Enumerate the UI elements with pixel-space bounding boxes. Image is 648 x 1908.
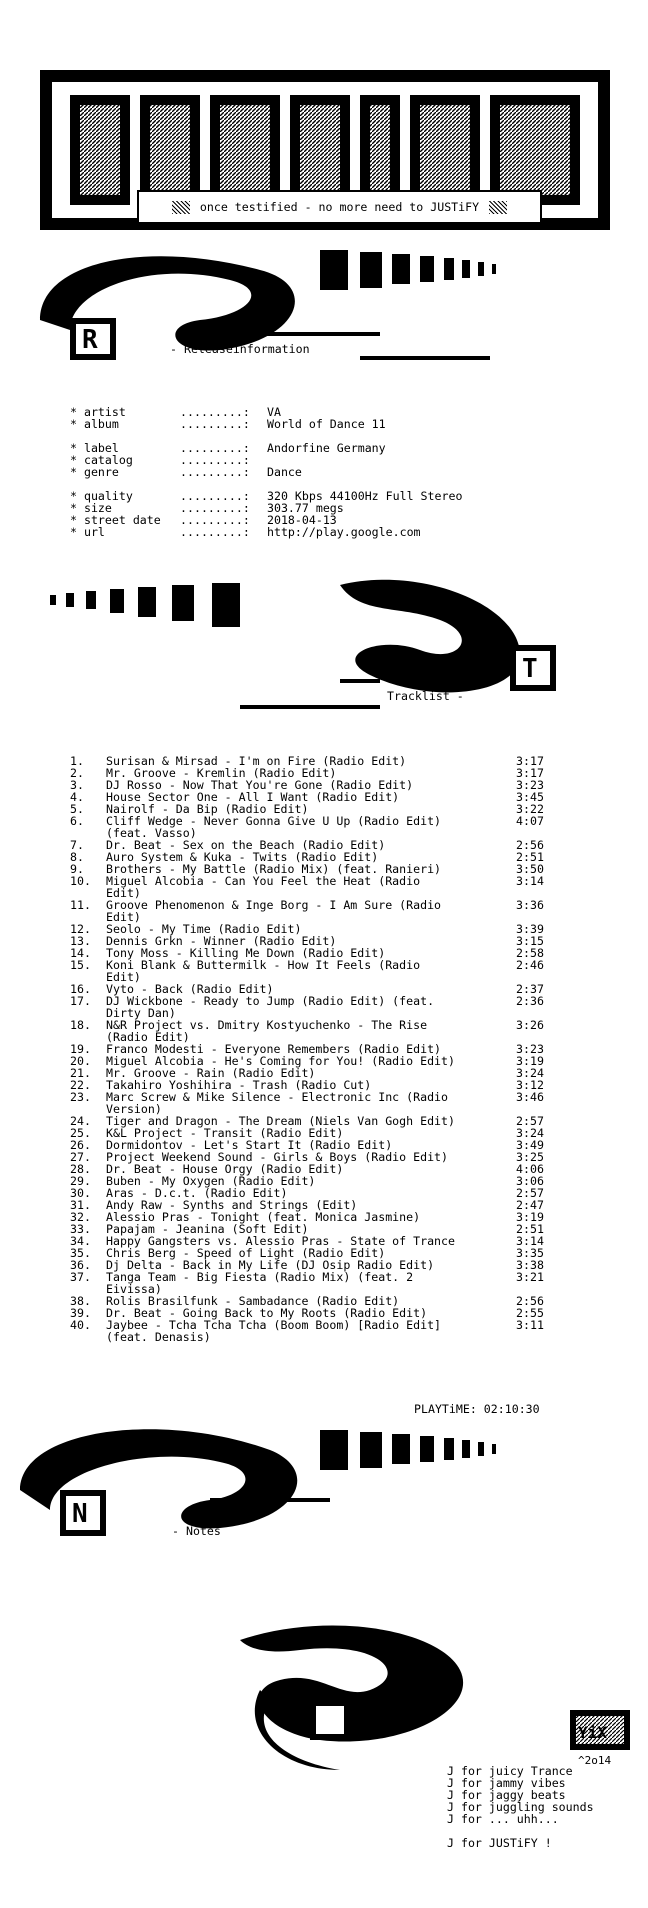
track-number: 28. xyxy=(70,1162,91,1176)
info-key: * url xyxy=(70,525,105,539)
info-key: * quality xyxy=(70,489,133,503)
track-number: 19. xyxy=(70,1042,91,1056)
track-length: 3:50 xyxy=(516,862,544,876)
track-length: 3:39 xyxy=(516,922,544,936)
track-length: 2:47 xyxy=(516,1198,544,1212)
notes-letter: N xyxy=(72,1499,88,1529)
info-value: 303.77 megs xyxy=(260,501,344,515)
track-number: 21. xyxy=(70,1066,91,1080)
track-number: 22. xyxy=(70,1078,91,1092)
track-title: Surisan & Mirsad - I'm on Fire (Radio Edit) xyxy=(106,754,407,768)
info-value: 320 Kbps 44100Hz Full Stereo xyxy=(260,489,463,503)
track-title: Andy Raw - Synths and Strings (Edit) xyxy=(106,1198,358,1212)
track-length: 2:57 xyxy=(516,1186,544,1200)
tagline-text: once testified - no more need to JUSTiFY xyxy=(199,200,480,214)
track-title: K&L Project - Transit (Radio Edit) xyxy=(106,1126,344,1140)
track-title: Buben - My Oxygen (Radio Edit) xyxy=(106,1174,316,1188)
track-length: 3:11 xyxy=(516,1318,544,1332)
info-dots: .........: xyxy=(180,441,250,455)
dither-block-right xyxy=(489,201,507,214)
info-key: * artist xyxy=(70,405,126,419)
release-info xyxy=(70,406,462,538)
track-length: 2:37 xyxy=(516,982,544,996)
track-row xyxy=(70,1091,556,1115)
track-title: House Sector One - All I Want (Radio Edit) xyxy=(106,790,400,804)
track-title: Koni Blank & Buttermilk - How It Feels (Radio Edit) xyxy=(106,958,421,984)
release-ornament xyxy=(0,230,648,370)
track-number: 36. xyxy=(70,1258,91,1272)
track-number: 9. xyxy=(70,862,84,876)
track-length: 4:06 xyxy=(516,1162,544,1176)
track-title: Tony Moss - Killing Me Down (Radio Edit) xyxy=(106,946,386,960)
track-length: 3:25 xyxy=(516,1150,544,1164)
track-title: Auro System & Kuka - Twits (Radio Edit) xyxy=(106,850,379,864)
info-value: World of Dance 11 xyxy=(260,417,386,431)
track-title: Rolis Brasilfunk - Sambadance (Radio Edit) xyxy=(106,1294,400,1308)
track-title: Brothers - My Battle (Radio Mix) (feat. Ranieri) xyxy=(106,862,442,876)
j-line: J for juicy Trance xyxy=(447,1764,573,1778)
info-dots: .........: xyxy=(180,513,250,527)
track-title: Vyto - Back (Radio Edit) xyxy=(106,982,274,996)
track-title: Mr. Groove - Rain (Radio Edit) xyxy=(106,1066,316,1080)
track-length: 3:19 xyxy=(516,1210,544,1224)
info-dots: .........: xyxy=(180,465,250,479)
j-line: J for ... uhh... xyxy=(447,1812,559,1826)
tagline-banner xyxy=(137,190,542,224)
track-number: 34. xyxy=(70,1234,91,1248)
track-length: 3:21 xyxy=(516,1270,544,1284)
track-length: 3:24 xyxy=(516,1126,544,1140)
track-number: 18. xyxy=(70,1018,91,1032)
tracklist-ornament xyxy=(0,565,648,715)
track-length: 3:15 xyxy=(516,934,544,948)
track-number: 13. xyxy=(70,934,91,948)
info-dots: .........: xyxy=(180,453,250,467)
track-number: 39. xyxy=(70,1306,91,1320)
j-line: J for juggling sounds xyxy=(447,1800,594,1814)
track-length: 2:51 xyxy=(516,850,544,864)
info-dots: .........: xyxy=(180,525,250,539)
track-title: Jaybee - Tcha Tcha Tcha (Boom Boom) [Radio Edit] (feat. Denasis) xyxy=(106,1318,442,1344)
track-number: 5. xyxy=(70,802,84,816)
track-number: 37. xyxy=(70,1270,91,1284)
track-number: 12. xyxy=(70,922,91,936)
track-title: Dr. Beat - Sex on the Beach (Radio Edit) xyxy=(106,838,386,852)
track-title: Dormidontov - Let's Start It (Radio Edit) xyxy=(106,1138,393,1152)
track-length: 3:26 xyxy=(516,1018,544,1032)
info-key: * genre xyxy=(70,465,119,479)
tracklist-section-label: Tracklist - xyxy=(387,689,464,703)
signature-year: ^2o14 xyxy=(578,1754,612,1767)
info-dots: .........: xyxy=(180,501,250,515)
info-value: http://play.google.com xyxy=(260,525,421,539)
info-value: Andorfine Germany xyxy=(260,441,386,455)
track-length: 2:36 xyxy=(516,994,544,1008)
track-title: Papajam - Jeanina (Soft Edit) xyxy=(106,1222,309,1236)
track-number: 10. xyxy=(70,874,91,888)
track-title: Franco Modesti - Everyone Remembers (Radio Edit) xyxy=(106,1042,442,1056)
track-number: 3. xyxy=(70,778,84,792)
track-title: Tanga Team - Big Fiesta (Radio Mix) (feat. 2 Eivissa) xyxy=(106,1270,414,1296)
track-number: 14. xyxy=(70,946,91,960)
info-row xyxy=(70,466,462,478)
track-row xyxy=(70,995,556,1019)
track-number: 32. xyxy=(70,1210,91,1224)
track-number: 2. xyxy=(70,766,84,780)
info-key: * label xyxy=(70,441,119,455)
tracklist xyxy=(70,755,556,1343)
track-row xyxy=(70,959,556,983)
info-dots: .........: xyxy=(180,489,250,503)
track-length: 3:23 xyxy=(516,1042,544,1056)
track-number: 8. xyxy=(70,850,84,864)
track-length: 3:19 xyxy=(516,1054,544,1068)
info-dots: .........: xyxy=(180,417,250,431)
track-length: 3:35 xyxy=(516,1246,544,1260)
track-number: 11. xyxy=(70,898,91,912)
info-row xyxy=(70,526,462,538)
track-length: 3:12 xyxy=(516,1078,544,1092)
notes-ornament xyxy=(0,1410,648,1560)
track-title: Seolo - My Time (Radio Edit) xyxy=(106,922,302,936)
track-title: Dj Delta - Back in My Life (DJ Osip Radio Edit) xyxy=(106,1258,435,1272)
track-length: 2:58 xyxy=(516,946,544,960)
notes-section-label: - Notes xyxy=(172,1524,221,1538)
track-length: 3:49 xyxy=(516,1138,544,1152)
track-number: 27. xyxy=(70,1150,91,1164)
playtime: PLAYTiME: 02:10:30 xyxy=(414,1402,540,1416)
track-length: 2:56 xyxy=(516,1294,544,1308)
track-length: 2:57 xyxy=(516,1114,544,1128)
release-section-label: - Releaseinformation xyxy=(170,342,310,356)
track-number: 29. xyxy=(70,1174,91,1188)
track-title: Happy Gangsters vs. Alessio Pras - State of Trance xyxy=(106,1234,456,1248)
track-length: 3:22 xyxy=(516,802,544,816)
track-length: 3:24 xyxy=(516,1066,544,1080)
track-title: Dr. Beat - Going Back to My Roots (Radio Edit) xyxy=(106,1306,428,1320)
j-line: J for JUSTiFY ! xyxy=(447,1836,552,1850)
track-number: 25. xyxy=(70,1126,91,1140)
track-length: 3:17 xyxy=(516,766,544,780)
track-length: 3:06 xyxy=(516,1174,544,1188)
info-value: Dance xyxy=(260,465,302,479)
track-number: 31. xyxy=(70,1198,91,1212)
track-title: Dennis Grkn - Winner (Radio Edit) xyxy=(106,934,337,948)
track-title: Miguel Alcobia - He's Coming for You! (Radio Edit) xyxy=(106,1054,456,1068)
track-length: 2:46 xyxy=(516,958,544,972)
track-length: 3:14 xyxy=(516,1234,544,1248)
track-title: Project Weekend Sound - Girls & Boys (Radio Edit) xyxy=(106,1150,449,1164)
signature-name: YiX xyxy=(578,1723,607,1742)
track-number: 38. xyxy=(70,1294,91,1308)
info-value: 2018-04-13 xyxy=(260,513,337,527)
info-value: VA xyxy=(260,405,281,419)
track-title: DJ Rosso - Now That You're Gone (Radio Edit) xyxy=(106,778,414,792)
track-title: Tiger and Dragon - The Dream (Niels Van Gogh Edit) xyxy=(106,1114,456,1128)
track-number: 30. xyxy=(70,1186,91,1200)
track-row xyxy=(70,899,556,923)
tracklist-letter: T xyxy=(522,654,538,684)
track-length: 3:38 xyxy=(516,1258,544,1272)
track-number: 40. xyxy=(70,1318,91,1332)
info-key: * album xyxy=(70,417,119,431)
track-row xyxy=(70,1319,556,1343)
track-length: 3:36 xyxy=(516,898,544,912)
track-title: Miguel Alcobia - Can You Feel the Heat (Radio Edit) xyxy=(106,874,421,900)
track-title: Nairolf - Da Bip (Radio Edit) xyxy=(106,802,309,816)
track-title: Alessio Pras - Tonight (feat. Monica Jasmine) xyxy=(106,1210,421,1224)
track-title: Chris Berg - Speed of Light (Radio Edit) xyxy=(106,1246,386,1260)
track-title: Cliff Wedge - Never Gonna Give U Up (Radio Edit) (feat. Vasso) xyxy=(106,814,442,840)
track-title: Marc Screw & Mike Silence - Electronic Inc (Radio Version) xyxy=(106,1090,449,1116)
release-letter: R xyxy=(82,325,98,355)
track-title: Dr. Beat - House Orgy (Radio Edit) xyxy=(106,1162,344,1176)
dither-block-left xyxy=(172,201,190,214)
track-title: DJ Wickbone - Ready to Jump (Radio Edit) (feat. Dirty Dan) xyxy=(106,994,435,1020)
track-number: 24. xyxy=(70,1114,91,1128)
track-length: 2:56 xyxy=(516,838,544,852)
track-number: 20. xyxy=(70,1054,91,1068)
track-length: 3:23 xyxy=(516,778,544,792)
info-row xyxy=(70,418,462,430)
track-number: 4. xyxy=(70,790,84,804)
track-row xyxy=(70,875,556,899)
track-number: 1. xyxy=(70,754,84,768)
track-length: 3:46 xyxy=(516,1090,544,1104)
track-row xyxy=(70,1271,556,1295)
track-number: 35. xyxy=(70,1246,91,1260)
j-for-list xyxy=(447,1765,594,1849)
track-number: 6. xyxy=(70,814,84,828)
bottom-ornament xyxy=(0,1610,648,1780)
logo-text: JUSTiFY xyxy=(0,25,68,44)
track-title: Takahiro Yoshihira - Trash (Radio Cut) xyxy=(106,1078,372,1092)
track-length: 3:17 xyxy=(516,754,544,768)
track-row xyxy=(70,815,556,839)
track-number: 16. xyxy=(70,982,91,996)
track-length: 3:14 xyxy=(516,874,544,888)
info-key: * size xyxy=(70,501,112,515)
track-title: N&R Project vs. Dmitry Kostyuchenko - The Rise (Radio Edit) xyxy=(106,1018,428,1044)
track-number: 15. xyxy=(70,958,91,972)
info-key: * catalog xyxy=(70,453,133,467)
track-number: 26. xyxy=(70,1138,91,1152)
track-length: 3:45 xyxy=(516,790,544,804)
track-length: 4:07 xyxy=(516,814,544,828)
j-line: J for jammy vibes xyxy=(447,1776,566,1790)
info-dots: .........: xyxy=(180,405,250,419)
track-number: 23. xyxy=(70,1090,91,1104)
track-title: Groove Phenomenon & Inge Borg - I Am Sure (Radio Edit) xyxy=(106,898,442,924)
track-number: 17. xyxy=(70,994,91,1008)
track-number: 33. xyxy=(70,1222,91,1236)
track-number: 7. xyxy=(70,838,84,852)
track-row xyxy=(70,1019,556,1043)
info-key: * street date xyxy=(70,513,161,527)
j-line: J for jaggy beats xyxy=(447,1788,566,1802)
track-length: 2:51 xyxy=(516,1222,544,1236)
track-length: 2:55 xyxy=(516,1306,544,1320)
track-title: Mr. Groove - Kremlin (Radio Edit) xyxy=(106,766,337,780)
track-title: Aras - D.c.t. (Radio Edit) xyxy=(106,1186,288,1200)
